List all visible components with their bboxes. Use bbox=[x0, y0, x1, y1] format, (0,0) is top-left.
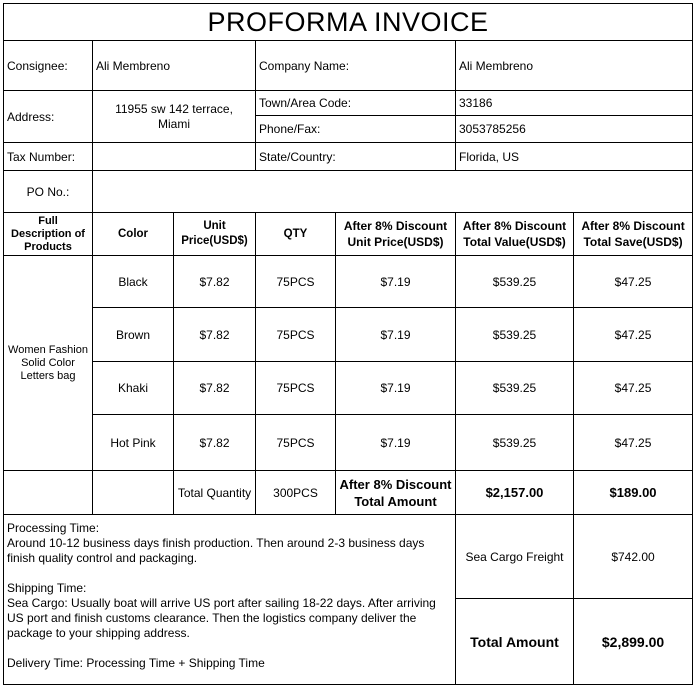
shipping-notes bbox=[4, 515, 456, 685]
unit-price: $7.82 bbox=[174, 256, 256, 308]
state-label: State/Country: bbox=[256, 143, 456, 171]
qty: 75PCS bbox=[256, 256, 336, 308]
shipping-title: Shipping Time: bbox=[7, 581, 87, 595]
col-unit-price: Unit Price(USD$) bbox=[174, 213, 256, 256]
table-row bbox=[4, 415, 693, 471]
product-description: Women Fashion Solid Color Letters bag bbox=[4, 256, 93, 471]
po-label: PO No.: bbox=[4, 171, 93, 213]
total-quantity-label: Total Quantity bbox=[174, 471, 256, 515]
total-save: $189.00 bbox=[574, 471, 693, 515]
color: Brown bbox=[93, 308, 174, 362]
table-row bbox=[4, 256, 693, 308]
company-label: Company Name: bbox=[256, 41, 456, 91]
empty-cell bbox=[93, 471, 174, 515]
color: Khaki bbox=[93, 362, 174, 415]
address-label: Address: bbox=[4, 91, 93, 143]
invoice-title: PROFORMA INVOICE bbox=[4, 4, 693, 41]
total-value: $539.25 bbox=[456, 362, 574, 415]
qty: 75PCS bbox=[256, 308, 336, 362]
col-color: Color bbox=[93, 213, 174, 256]
disc-price: $7.19 bbox=[336, 308, 456, 362]
col-total-value: After 8% Discount Total Value(USD$) bbox=[456, 213, 574, 256]
col-disc-price: After 8% Discount Unit Price(USD$) bbox=[336, 213, 456, 256]
phone-value: 3053785256 bbox=[456, 116, 693, 143]
company-value: Ali Membreno bbox=[456, 41, 693, 91]
unit-price: $7.82 bbox=[174, 308, 256, 362]
col-total-save: After 8% Discount Total Save(USD$) bbox=[574, 213, 693, 256]
color: Hot Pink bbox=[93, 415, 174, 471]
total-amount-label: After 8% Discount Total Amount bbox=[336, 471, 456, 515]
totals-row bbox=[4, 471, 693, 515]
state-value: Florida, US bbox=[456, 143, 693, 171]
empty-cell bbox=[4, 471, 93, 515]
area-value: 33186 bbox=[456, 91, 693, 116]
total-value: $539.25 bbox=[456, 415, 574, 471]
freight-label: Sea Cargo Freight bbox=[456, 515, 574, 599]
total-value: $539.25 bbox=[456, 308, 574, 362]
po-value bbox=[93, 171, 693, 213]
disc-price: $7.19 bbox=[336, 415, 456, 471]
consignee-label: Consignee: bbox=[4, 41, 93, 91]
disc-price: $7.19 bbox=[336, 256, 456, 308]
table-row bbox=[4, 308, 693, 362]
total-save: $47.25 bbox=[574, 256, 693, 308]
total-save: $47.25 bbox=[574, 362, 693, 415]
col-qty: QTY bbox=[256, 213, 336, 256]
invoice-table bbox=[3, 3, 693, 685]
grand-total-value: $2,899.00 bbox=[574, 599, 693, 685]
total-value: $539.25 bbox=[456, 256, 574, 308]
color: Black bbox=[93, 256, 174, 308]
processing-title: Processing Time: bbox=[7, 521, 100, 535]
total-amount: $2,157.00 bbox=[456, 471, 574, 515]
delivery-text: Delivery Time: Processing Time + Shipping Time bbox=[7, 656, 265, 670]
disc-price: $7.19 bbox=[336, 362, 456, 415]
address-value: 11955 sw 142 terrace, Miami bbox=[93, 91, 256, 143]
processing-text: Around 10-12 business days finish production. Then around 2-3 business days finish quality control and packaging. bbox=[7, 536, 425, 565]
table-row bbox=[4, 362, 693, 415]
area-label: Town/Area Code: bbox=[256, 91, 456, 116]
phone-label: Phone/Fax: bbox=[256, 116, 456, 143]
total-save: $47.25 bbox=[574, 308, 693, 362]
total-save: $47.25 bbox=[574, 415, 693, 471]
grand-total-label: Total Amount bbox=[456, 599, 574, 685]
qty: 75PCS bbox=[256, 415, 336, 471]
qty: 75PCS bbox=[256, 362, 336, 415]
total-quantity: 300PCS bbox=[256, 471, 336, 515]
unit-price: $7.82 bbox=[174, 362, 256, 415]
freight-value: $742.00 bbox=[574, 515, 693, 599]
tax-label: Tax Number: bbox=[4, 143, 93, 171]
unit-price: $7.82 bbox=[174, 415, 256, 471]
col-description: Full Description of Products bbox=[4, 213, 93, 256]
tax-value bbox=[93, 143, 256, 171]
consignee-value: Ali Membreno bbox=[93, 41, 256, 91]
shipping-text: Sea Cargo: Usually boat will arrive US port after sailing 18-22 days. After arriving US port and finish customs clearance. Then the logistics company deliver the package to your shipping address. bbox=[7, 596, 436, 640]
